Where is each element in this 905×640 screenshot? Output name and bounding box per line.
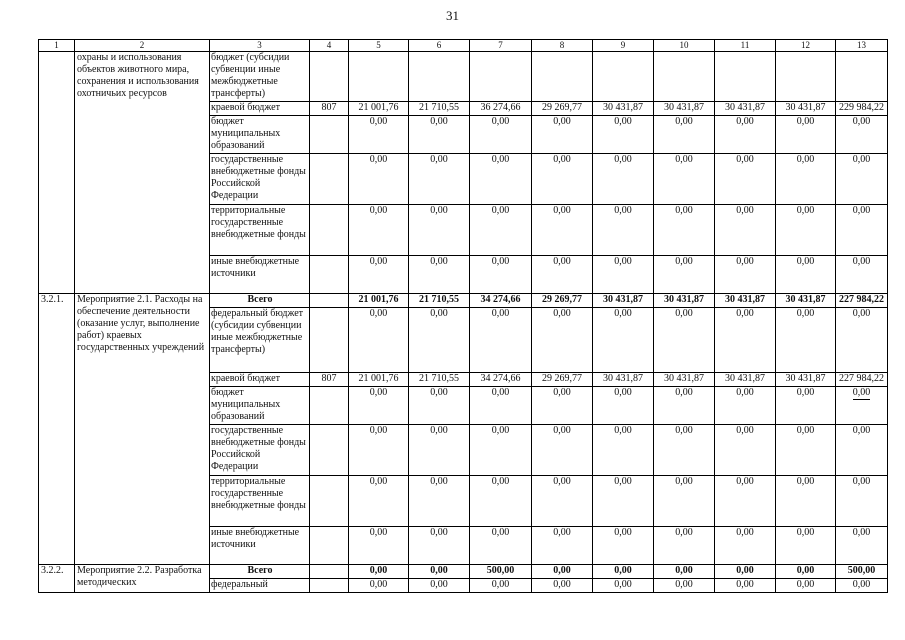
amount-cell: 29 269,77	[532, 102, 593, 116]
amount-cell: 0,00	[776, 205, 836, 256]
funding-source: краевой бюджет	[210, 102, 310, 116]
amount-cell: 21 710,55	[409, 102, 470, 116]
amount-cell: 0,00	[409, 579, 470, 593]
total-amount-cell	[836, 52, 888, 102]
amount-cell: 0,00	[715, 256, 776, 294]
amount-cell: 0,00	[532, 476, 593, 527]
column-number-cell: 4	[310, 40, 349, 52]
amount-cell: 0,00	[593, 579, 654, 593]
amount-cell: 0,00	[593, 154, 654, 205]
amount-cell: 0,00	[654, 205, 715, 256]
budget-code	[310, 387, 349, 425]
amount-cell: 0,00	[409, 116, 470, 154]
amount-cell	[409, 52, 470, 102]
total-amount-cell: 0,00	[836, 116, 888, 154]
amount-cell: 0,00	[593, 308, 654, 373]
amount-cell: 0,00	[593, 425, 654, 476]
funding-source: бюджет муниципальных образований	[210, 116, 310, 154]
amount-cell: 0,00	[532, 579, 593, 593]
amount-cell: 0,00	[715, 387, 776, 425]
amount-cell: 0,00	[349, 476, 409, 527]
column-number-cell: 6	[409, 40, 470, 52]
amount-cell	[470, 52, 532, 102]
funding-source: иные внебюджетные источники	[210, 256, 310, 294]
funding-source: краевой бюджет	[210, 373, 310, 387]
amount-cell: 0,00	[349, 387, 409, 425]
amount-cell: 0,00	[715, 476, 776, 527]
amount-cell: 30 431,87	[715, 294, 776, 308]
amount-cell: 0,00	[532, 425, 593, 476]
amount-cell: 0,00	[349, 308, 409, 373]
amount-cell: 30 431,87	[776, 294, 836, 308]
amount-cell: 0,00	[715, 154, 776, 205]
item-number	[39, 52, 75, 294]
amount-cell: 0,00	[470, 527, 532, 565]
amount-cell: 30 431,87	[715, 102, 776, 116]
funding-source: территориальные государственные внебюджетные фонды	[210, 476, 310, 527]
total-amount-cell: 0,00	[836, 579, 888, 593]
amount-cell: 0,00	[470, 476, 532, 527]
budget-code	[310, 205, 349, 256]
total-row	[39, 565, 888, 579]
amount-cell: 0,00	[470, 425, 532, 476]
budget-code	[310, 52, 349, 102]
amount-cell	[593, 52, 654, 102]
total-amount-cell: 227 984,22	[836, 373, 888, 387]
budget-code	[310, 579, 349, 593]
amount-cell: 0,00	[715, 425, 776, 476]
amount-cell: 0,00	[654, 154, 715, 205]
total-amount-cell: 0,00	[836, 425, 888, 476]
amount-cell: 30 431,87	[593, 294, 654, 308]
total-amount-cell: 0,00	[836, 154, 888, 205]
amount-cell: 0,00	[654, 308, 715, 373]
amount-cell: 0,00	[409, 205, 470, 256]
amount-cell: 0,00	[593, 527, 654, 565]
amount-cell: 21 710,55	[409, 294, 470, 308]
budget-code: 807	[310, 373, 349, 387]
amount-cell: 0,00	[349, 256, 409, 294]
amount-cell: 0,00	[715, 565, 776, 579]
amount-cell: 0,00	[409, 425, 470, 476]
funding-source: федеральный	[210, 579, 310, 593]
funding-source: федеральный бюджет (субсидии субвенции иные межбюджетные трансферты)	[210, 308, 310, 373]
amount-cell: 34 274,66	[470, 373, 532, 387]
amount-cell: 0,00	[654, 425, 715, 476]
funding-source: территориальные государственные внебюджетные фонды	[210, 205, 310, 256]
budget-code	[310, 527, 349, 565]
column-number-cell: 1	[39, 40, 75, 52]
amount-cell: 0,00	[654, 579, 715, 593]
column-number-cell: 7	[470, 40, 532, 52]
amount-cell: 0,00	[409, 387, 470, 425]
amount-cell: 0,00	[776, 308, 836, 373]
amount-cell: 0,00	[776, 256, 836, 294]
amount-cell: 30 431,87	[654, 373, 715, 387]
budget-table	[38, 39, 888, 593]
amount-cell: 0,00	[776, 527, 836, 565]
amount-cell: 500,00	[470, 565, 532, 579]
underlined-amount: 0,00	[852, 387, 871, 398]
amount-cell: 0,00	[654, 527, 715, 565]
amount-cell	[532, 52, 593, 102]
amount-cell: 0,00	[532, 308, 593, 373]
amount-cell: 0,00	[715, 205, 776, 256]
amount-cell: 0,00	[532, 565, 593, 579]
budget-code	[310, 294, 349, 308]
funding-source: Всего	[210, 565, 310, 579]
amount-cell	[715, 52, 776, 102]
amount-cell: 0,00	[532, 387, 593, 425]
amount-cell: 30 431,87	[654, 294, 715, 308]
amount-cell: 0,00	[409, 308, 470, 373]
amount-cell: 0,00	[409, 527, 470, 565]
amount-cell: 0,00	[470, 256, 532, 294]
amount-cell: 0,00	[470, 579, 532, 593]
amount-cell: 0,00	[409, 154, 470, 205]
amount-cell	[654, 52, 715, 102]
amount-cell: 36 274,66	[470, 102, 532, 116]
amount-cell: 0,00	[776, 387, 836, 425]
amount-cell: 0,00	[593, 387, 654, 425]
amount-cell: 0,00	[715, 308, 776, 373]
funding-source: государственные внебюджетные фонды Российской Федерации	[210, 154, 310, 205]
column-number-row	[39, 40, 888, 52]
amount-cell: 30 431,87	[715, 373, 776, 387]
item-number: 3.2.2.	[39, 565, 75, 593]
amount-cell: 0,00	[532, 154, 593, 205]
funding-source: бюджет (субсидии субвенции иные межбюджетные трансферты)	[210, 52, 310, 102]
column-number-cell: 13	[836, 40, 888, 52]
amount-cell: 30 431,87	[654, 102, 715, 116]
budget-code	[310, 565, 349, 579]
total-amount-cell: 0,00	[836, 527, 888, 565]
amount-cell: 0,00	[349, 579, 409, 593]
total-amount-cell: 0,00	[836, 256, 888, 294]
column-number-cell: 5	[349, 40, 409, 52]
amount-cell: 0,00	[776, 565, 836, 579]
amount-cell: 0,00	[776, 425, 836, 476]
amount-cell: 0,00	[593, 116, 654, 154]
amount-cell: 0,00	[593, 565, 654, 579]
amount-cell: 29 269,77	[532, 373, 593, 387]
total-amount-cell: 500,00	[836, 565, 888, 579]
amount-cell: 0,00	[532, 205, 593, 256]
amount-cell: 21 001,76	[349, 102, 409, 116]
amount-cell: 0,00	[409, 256, 470, 294]
column-number-cell: 2	[75, 40, 210, 52]
column-number-cell: 9	[593, 40, 654, 52]
amount-cell: 0,00	[593, 205, 654, 256]
column-number-cell: 11	[715, 40, 776, 52]
budget-code	[310, 425, 349, 476]
amount-cell: 0,00	[593, 476, 654, 527]
amount-cell: 0,00	[654, 565, 715, 579]
funding-source: иные внебюджетные источники	[210, 527, 310, 565]
total-amount-cell: 0,00	[836, 308, 888, 373]
column-number-cell: 8	[532, 40, 593, 52]
amount-cell: 21 001,76	[349, 373, 409, 387]
amount-cell: 0,00	[776, 154, 836, 205]
amount-cell: 0,00	[532, 256, 593, 294]
amount-cell: 0,00	[470, 205, 532, 256]
amount-cell: 21 001,76	[349, 294, 409, 308]
funding-source: Всего	[210, 294, 310, 308]
amount-cell: 30 431,87	[593, 373, 654, 387]
amount-cell: 34 274,66	[470, 294, 532, 308]
amount-cell: 0,00	[715, 527, 776, 565]
total-amount-cell: 229 984,22	[836, 102, 888, 116]
funding-source: государственные внебюджетные фонды Российской Федерации	[210, 425, 310, 476]
page-number: 31	[446, 8, 459, 23]
amount-cell: 0,00	[593, 256, 654, 294]
amount-cell: 0,00	[532, 116, 593, 154]
amount-cell: 0,00	[776, 579, 836, 593]
amount-cell: 30 431,87	[593, 102, 654, 116]
amount-cell: 0,00	[776, 116, 836, 154]
activity-name: Мероприятие 2.1. Расходы на обеспечение деятельности (оказание услуг, выполнение работ) краевых государственных учреждений	[75, 294, 210, 565]
budget-code: 807	[310, 102, 349, 116]
amount-cell: 21 710,55	[409, 373, 470, 387]
amount-cell: 29 269,77	[532, 294, 593, 308]
amount-cell: 0,00	[470, 387, 532, 425]
amount-cell: 30 431,87	[776, 373, 836, 387]
budget-code	[310, 154, 349, 205]
amount-cell	[349, 52, 409, 102]
budget-code	[310, 308, 349, 373]
column-number-cell: 3	[210, 40, 310, 52]
amount-cell: 0,00	[470, 154, 532, 205]
amount-cell: 0,00	[409, 565, 470, 579]
amount-cell: 0,00	[349, 154, 409, 205]
activity-name: Мероприятие 2.2. Разработка методических	[75, 565, 210, 593]
item-number: 3.2.1.	[39, 294, 75, 565]
column-number-cell: 10	[654, 40, 715, 52]
amount-cell: 0,00	[776, 476, 836, 527]
amount-cell: 0,00	[654, 476, 715, 527]
funding-source-row	[39, 52, 888, 102]
total-amount-cell: 0,00	[836, 205, 888, 256]
funding-source: бюджет муниципальных образований	[210, 387, 310, 425]
amount-cell: 0,00	[349, 205, 409, 256]
amount-cell: 0,00	[349, 425, 409, 476]
amount-cell: 0,00	[654, 256, 715, 294]
budget-code	[310, 256, 349, 294]
amount-cell: 0,00	[654, 387, 715, 425]
amount-cell	[776, 52, 836, 102]
total-amount-cell: 227 984,22	[836, 294, 888, 308]
amount-cell: 0,00	[654, 116, 715, 154]
amount-cell: 0,00	[470, 308, 532, 373]
amount-cell: 0,00	[532, 527, 593, 565]
activity-name: охраны и использования объектов животного мира, сохранения и использования охотничьих ресурсов	[75, 52, 210, 294]
total-amount-cell: 0,00	[836, 476, 888, 527]
amount-cell: 0,00	[409, 476, 470, 527]
total-amount-cell	[836, 387, 888, 425]
amount-cell: 0,00	[349, 565, 409, 579]
amount-cell: 0,00	[349, 116, 409, 154]
amount-cell: 0,00	[715, 579, 776, 593]
amount-cell: 0,00	[349, 527, 409, 565]
budget-code	[310, 476, 349, 527]
column-number-cell: 12	[776, 40, 836, 52]
amount-cell: 0,00	[470, 116, 532, 154]
amount-cell: 30 431,87	[776, 102, 836, 116]
budget-code	[310, 116, 349, 154]
amount-cell: 0,00	[715, 116, 776, 154]
total-row	[39, 294, 888, 308]
